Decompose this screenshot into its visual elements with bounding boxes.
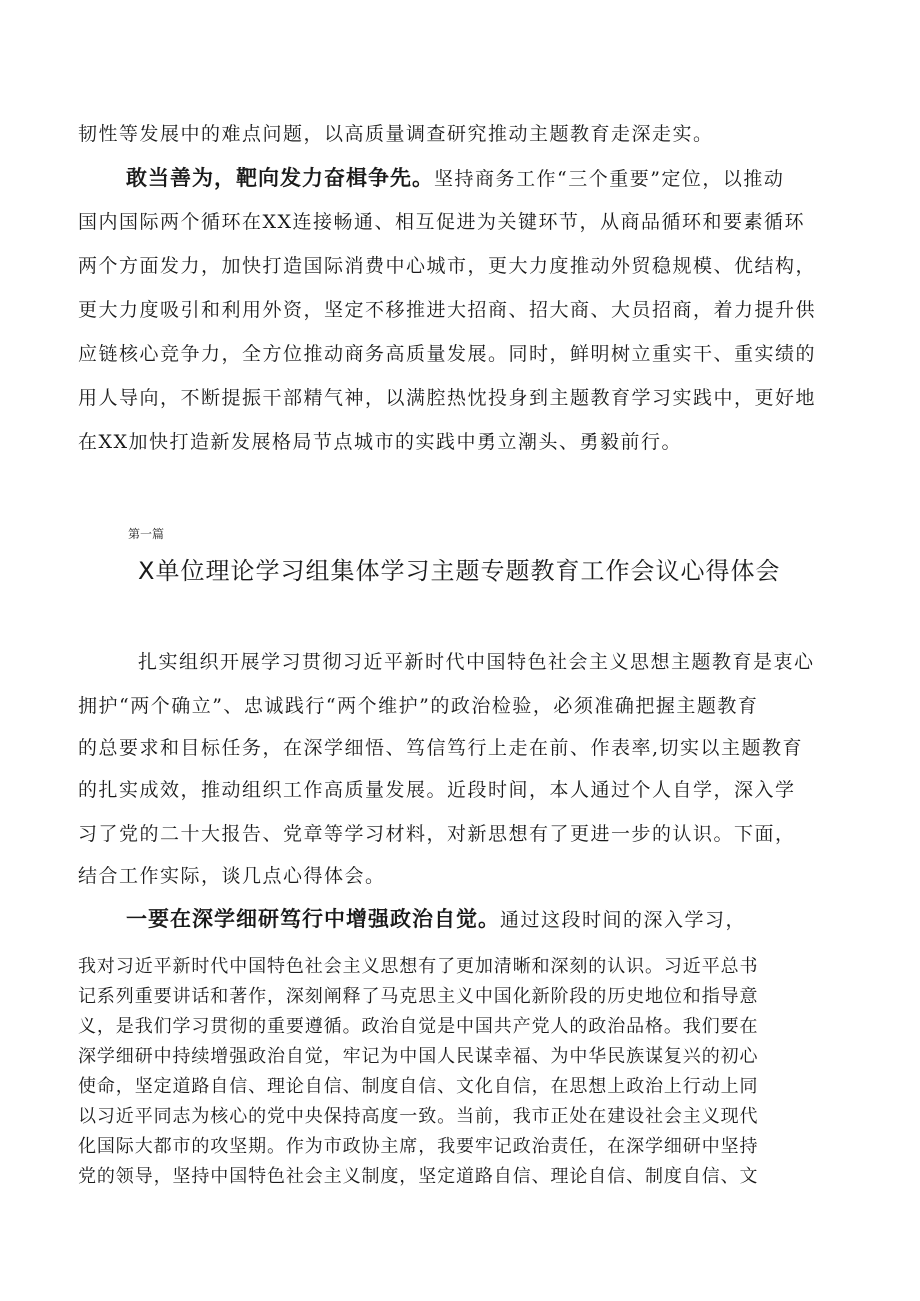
paragraph-line: 的总要求和目标任务，在深学细悟、笃信笃行上走在前、作表率,切实以主题教育 <box>78 737 804 759</box>
paragraph-line: 用人导向，不断提振干部精气神，以满腔热忱投身到主题教育学习实践中，更好地 <box>78 387 817 409</box>
paragraph-line: 更大力度吸引和利用外资，坚定不移推进大招商、招大商、大员招商，着力提升供 <box>78 299 817 321</box>
paragraph-line: 拥护“两个确立”、忠诚践行“两个维护”的政治检验，必须准确把握主题教育 <box>78 695 759 717</box>
paragraph-line: 习了党的二十大报告、党章等学习材料，对新思想有了更进一步的认识。下面， <box>78 823 796 845</box>
paragraph-line: 结合工作实际，谈几点心得体会。 <box>78 865 386 887</box>
paragraph-line: 党的领导，坚持中国特色社会主义制度，坚定道路自信、理论自信、制度自信、文 <box>78 1166 759 1187</box>
paragraph-heading: 敢当善为，靶向发力奋楫争先。 <box>126 166 434 190</box>
paragraph-line: 在XX加快打造新发展格局节点城市的实践中勇立潮头、勇毅前行。 <box>78 431 683 453</box>
paragraph-line: 化国际大都市的攻坚期。作为市政协主席，我要牢记政治责任，在深学细研中坚持 <box>78 1136 759 1157</box>
paragraph-line: 深学细研中持续增强政治自觉，牢记为中国人民谋幸福、为中华民族谋复兴的初心 <box>78 1046 759 1067</box>
paragraph-line: 应链核心竞争力，全方位推动商务高质量发展。同时，鲜明树立重实干、重实绩的 <box>78 343 817 365</box>
paragraph-text: 通过这段时间的深入学习， <box>500 909 747 931</box>
paragraph-line: 记系列重要讲话和著作，深刻阐释了马克思主义中国化新阶段的历史地位和指导意 <box>78 986 759 1007</box>
paragraph-heading: 一要在深学细研笃行中增强政治自觉。 <box>126 907 500 931</box>
paragraph-line: 国内国际两个循环在XX连接畅通、相互促进为关键环节，从商品循环和要素循环 <box>78 211 806 233</box>
paragraph-line: 的扎实成效，推动组织工作高质量发展。近段时间，本人通过个人自学，深入学 <box>78 779 796 801</box>
paragraph-text: 坚持商务工作“三个重要”定位，以推动 <box>434 168 785 190</box>
paragraph-line: 我对习近平新时代中国特色社会主义思想有了更加清晰和深刻的认识。习近平总书 <box>78 956 759 977</box>
section-label: 第一篇 <box>128 527 165 541</box>
paragraph-line: 韧性等发展中的难点问题，以高质量调查研究推动主题教育走深走实。 <box>78 123 714 145</box>
paragraph-line: 义，是我们学习贯彻的重要遵循。政治自觉是中国共产党人的政治品格。我们要在 <box>78 1016 759 1037</box>
paragraph-line: 使命，坚定道路自信、理论自信、制度自信、文化自信，在思想上政治上行动上同 <box>78 1076 759 1097</box>
paragraph-heading-line <box>126 907 746 932</box>
paragraph-line: 两个方面发力，加快打造国际消费中心城市，更大力度推动外贸稳规模、优结构， <box>78 255 817 277</box>
paragraph-line: 以习近平同志为核心的党中央保持高度一致。当前，我市正处在建设社会主义现代 <box>78 1106 759 1127</box>
paragraph-heading-line <box>126 166 784 191</box>
paragraph-line: 扎实组织开展学习贯彻习近平新时代中国特色社会主义思想主题教育是衷心 <box>138 651 815 673</box>
page-title: X单位理论学习组集体学习主题专题教育工作会议心得体会 <box>138 557 781 585</box>
